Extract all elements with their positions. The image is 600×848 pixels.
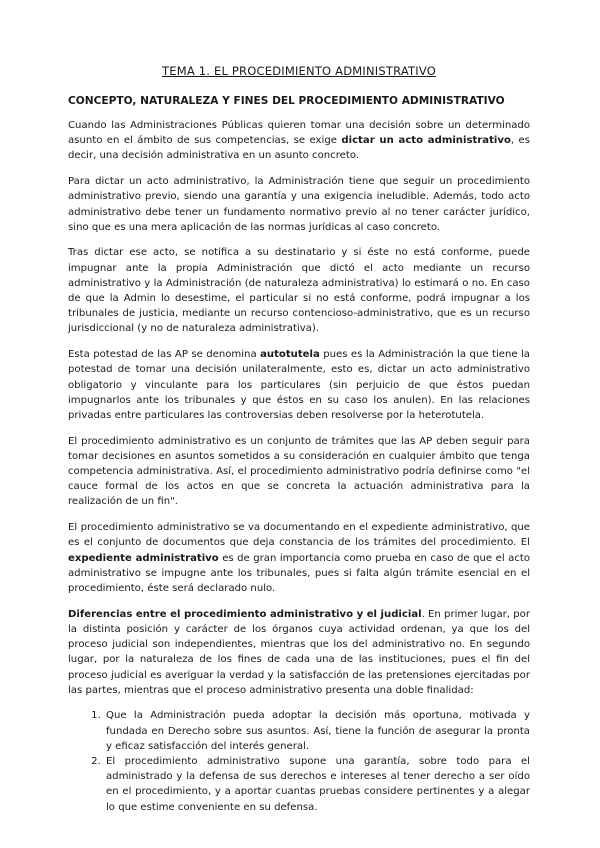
paragraph-5: El procedimiento administrativo es un conjunto de trámites que las AP deben seguir para tomar decisiones en asuntos sometidos a su consideración en cualquier ámbito que tenga competencia administrativa. Así, el procedimiento administrativo podría definirse como "el cauce formal de los actos en que se concreta la actuación administrativa para la realización de un fin". <box>68 435 530 508</box>
paragraph-7-text-b: . En primer lugar, por la distinta posición y carácter de los órganos cuya actividad ordenan, ya que los del proceso judicial son independientes, mientras que los del administrativo no. En segundo lugar, por la naturaleza de los fines de cada una de las instituciones, pues el fin del proceso judicial es averiguar la verdad y la satisfacción de las pretensiones ejercitadas por las partes, mientras que el proceso administrativo presenta una doble finalidad: <box>68 608 530 696</box>
paragraph-6-text-a: El procedimiento administrativo se va documentando en el expediente administrativo, que es el conjunto de documentos que deja constancia de los trámites del procedimiento. El <box>68 522 530 549</box>
paragraph-4 <box>68 347 530 423</box>
paragraph-4-text-c: pues es la Administración la que tiene la potestad de tomar una decisión unilateralmente, esto es, dictar un acto administrativo obligatorio y vinculante para los particulares (sin perjuicio de que éstos puedan impugnarlos ante los tribunales y que éstos en su caso los anulen). En las relaciones privadas entre particulares las controversias deben resolverse por la heterotutela. <box>68 349 530 421</box>
paragraph-2: Para dictar un acto administrativo, la Administración tiene que seguir un procedimiento administrativo previo, siendo una garantía y una exigencia ineludible. Además, todo acto administrativo debe tener un fundamento normativo previo al no tener carácter jurídico, sino que es una mera aplicación de las normas jurídicas al caso concreto. <box>68 176 530 233</box>
paragraph-6-bold: expediente administrativo <box>68 552 219 564</box>
paragraph-4-text-a: Esta potestad de las AP se denomina <box>68 349 261 361</box>
list-item: 1. Que la Administración pueda adoptar la decisión más oportuna, motivada y fundada en Derecho sobre sus asuntos. Así, tiene la función de asegurar la pronta y eficaz satisfacción del interés general. <box>104 708 530 754</box>
paragraph-6 <box>68 520 530 596</box>
numbered-list <box>68 708 530 814</box>
paragraph-1-text-c: , es decir, una decisión administrativa en un asunto concreto. <box>68 135 530 162</box>
paragraph-7 <box>68 607 530 698</box>
document-page <box>68 64 530 815</box>
paragraph-1-text-a: Cuando las Administraciones Públicas quieren tomar una decisión sobre un determinado asunto en el ámbito de sus competencias, se exige <box>68 120 530 147</box>
section-heading: CONCEPTO, NATURALEZA Y FINES DEL PROCEDIMIENTO ADMINISTRATIVO <box>68 95 505 107</box>
paragraph-1-bold: dictar un acto administrativo <box>341 135 511 147</box>
paragraph-6-text-c: es de gran importancia como prueba en caso de que el acto administrativo se impugne ante los tribunales, pues si falta algún trámite esencial en el procedimiento, éste será declarado nulo. <box>68 552 530 594</box>
paragraph-4-bold: autotutela <box>260 349 320 361</box>
paragraph-3: Tras dictar ese acto, se notifica a su destinatario y si éste no está conforme, puede impugnar ante la propia Administración que dictó el acto mediante un recurso administrativo y la Administración (de naturaleza administrativa) lo estimará o no. En caso de que la Admin lo desestime, el particular si no está conforme, podrá impugnar a los tribunales de justicia, mediante un recurso contencioso-administrativo, que es un recurso jurisdiccional (y no de naturaleza administrativa). <box>68 247 530 335</box>
paragraph-1 <box>68 118 530 164</box>
paragraph-7-bold-heading: Diferencias entre el procedimiento administrativo y el judicial <box>68 608 422 620</box>
document-title: TEMA 1. EL PROCEDIMIENTO ADMINISTRATIVO <box>162 64 436 78</box>
list-item: 2. El procedimiento administrativo supone una garantía, sobre todo para el administrado y la defensa de sus derechos e intereses al tener derecho a ser oído en el procedimiento, y a aportar cuantas pruebas considere pertinentes y a alegar lo que estime conveniente en su defensa. <box>104 754 530 815</box>
